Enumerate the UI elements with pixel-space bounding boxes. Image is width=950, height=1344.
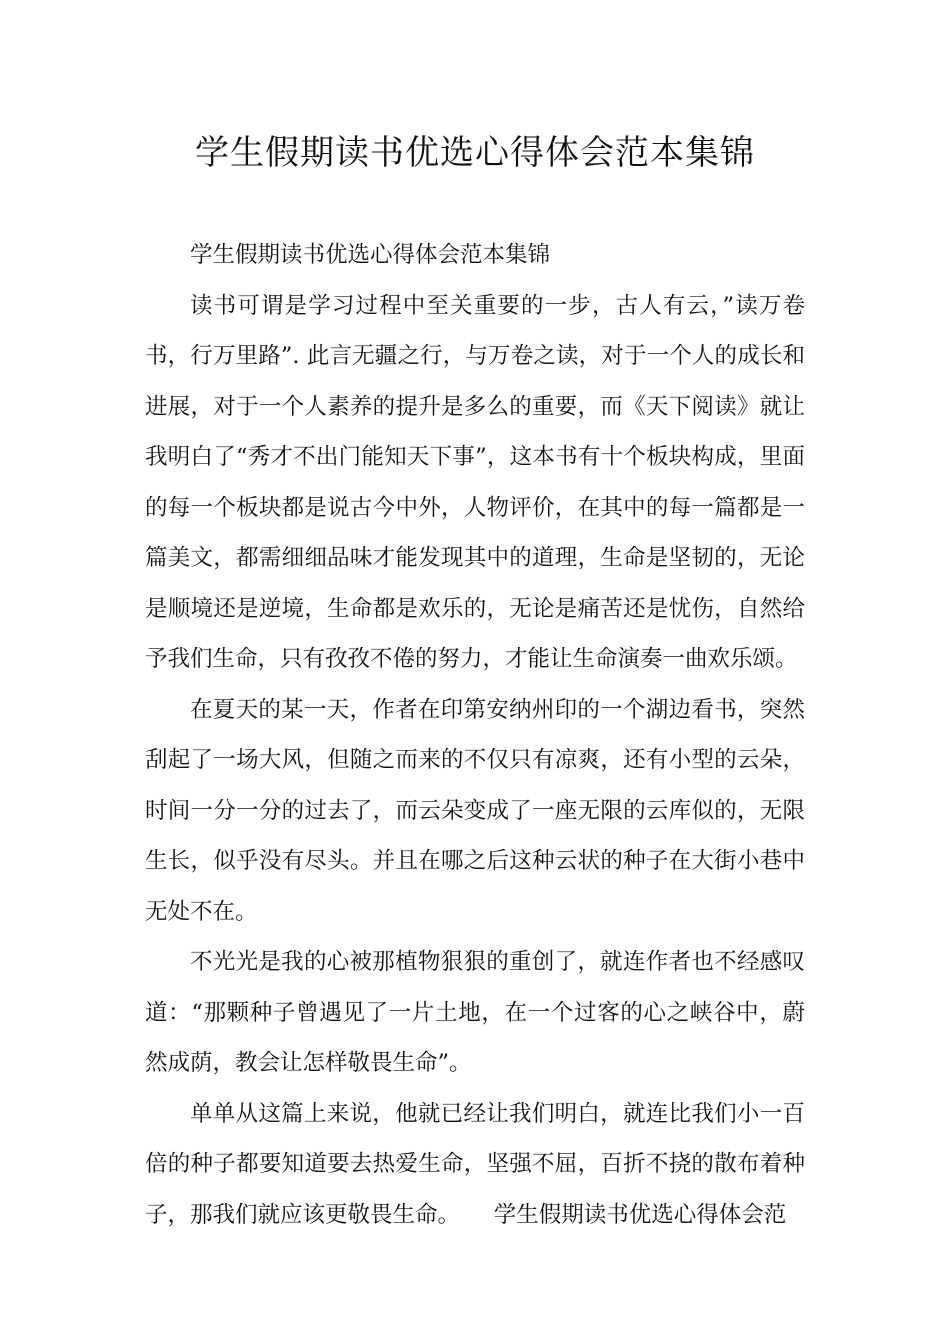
paragraph: 读书可谓是学习过程中至关重要的一步，古人有云，”读万卷书，行万里路”. 此言无疆之行，与万卷之读，对于一个人的成长和进展，对于一个人素养的提升是多么的重要，而《天下阅读》就让我明白了“秀才不出门能知天下事”，这本书有十个板块构成，里面的每一个板块都是说古今中外，人物评价，在其中的每一篇都是一篇美文，都需细细品味才能发现其中的道理，生命是坚韧的，无论是顺境还是逆境，生命都是欢乐的，无论是痛苦还是忧伤，自然给予我们生命，只有孜孜不倦的努力，才能让生命演奏一曲欢乐颂。 <box>145 292 805 672</box>
document-body <box>145 230 805 1240</box>
paragraph: 单单从这篇上来说，他就已经让我们明白，就连比我们小一百倍的种子都要知道要去热爱生命，坚强不屈，百折不挠的散布着种子，那我们就应该更敬畏生命。 学生假期读书优选心得体会范 <box>145 1100 805 1228</box>
paragraph: 不光光是我的心被那植物狠狠的重创了，就连作者也不经感叹道：“那颗种子曾遇见了一片土地，在一个过客的心之峡谷中，蔚然成荫，教会让怎样敬畏生命”。 <box>145 949 805 1076</box>
paragraph-subtitle: 学生假期读书优选心得体会范本集锦 <box>190 242 551 268</box>
page-title: 学生假期读书优选心得体会范本集锦 <box>195 133 755 173</box>
paragraph: 在夏天的某一天，作者在印第安纳州印的一个湖边看书，突然刮起了一场大风，但随之而来的不仅只有凉爽，还有小型的云朵，时间一分一分的过去了，而云朵变成了一座无限的云库似的，无限生长，似乎没有尽头。并且在哪之后这种云状的种子在大街小巷中无处不在。 <box>145 696 805 925</box>
